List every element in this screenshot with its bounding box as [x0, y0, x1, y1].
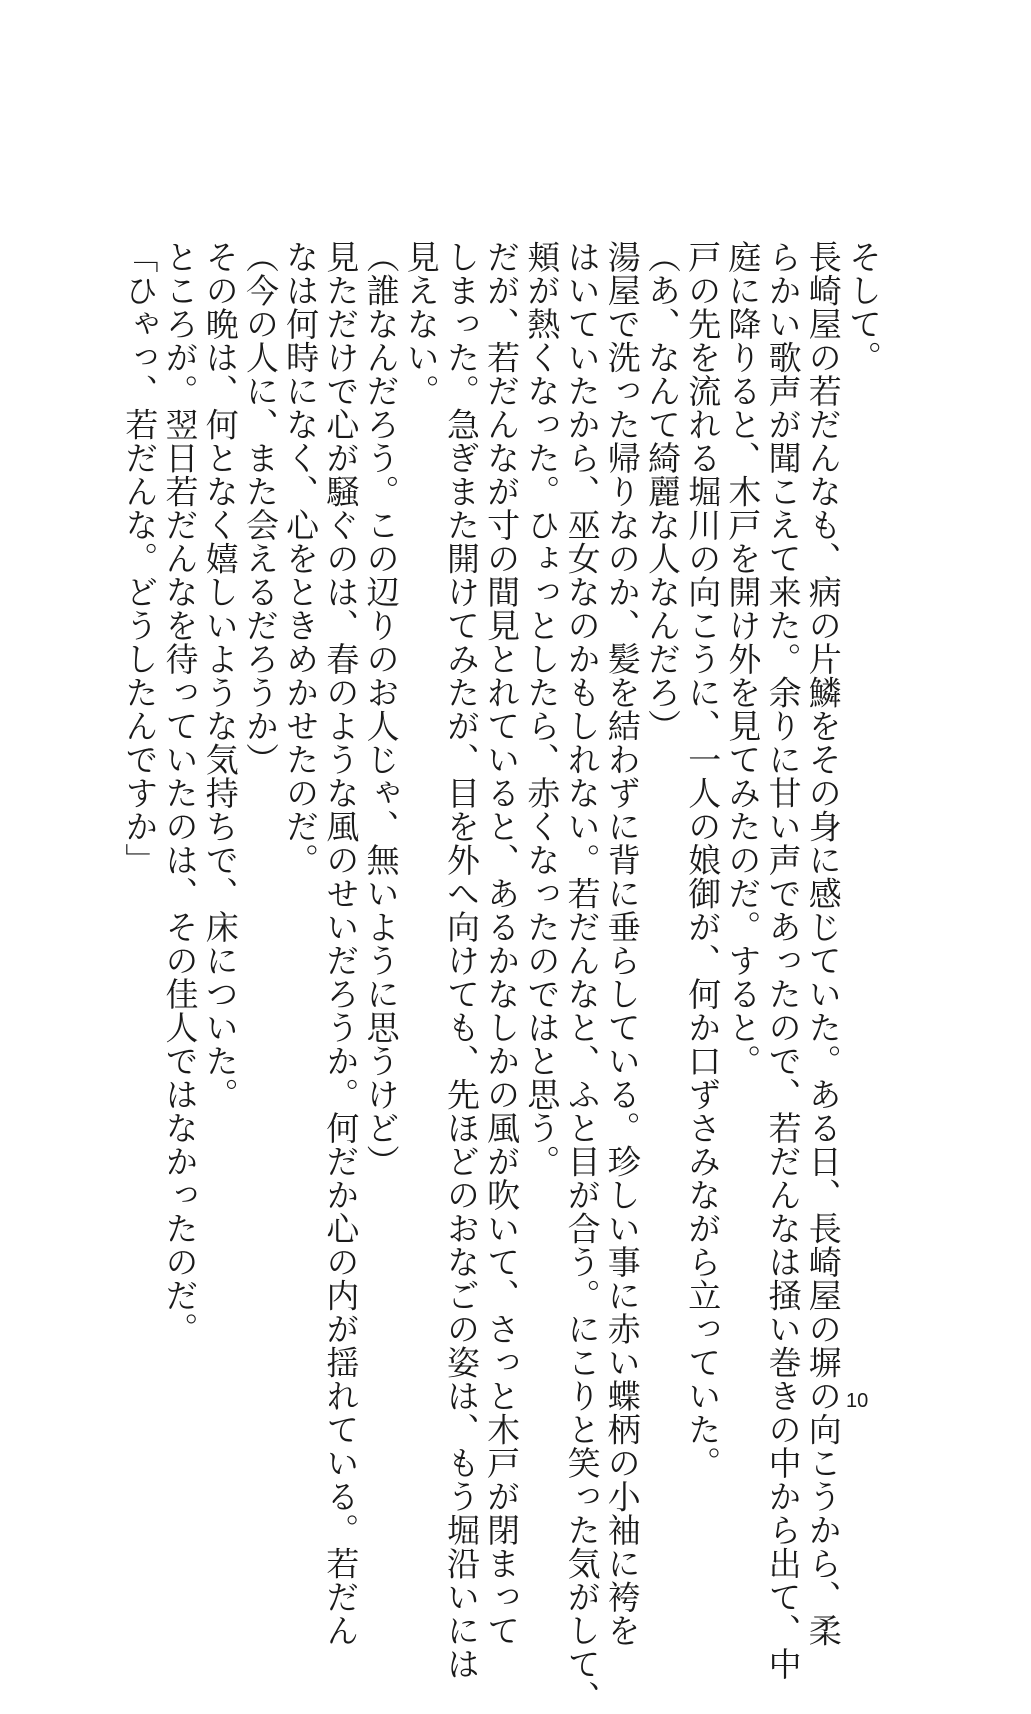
text-line: 「ひゃっ、若だんな。どうしたんですか」 — [120, 240, 160, 877]
text-line: （誰なんだろう。この辺りのお人じゃ、無いように思うけど） — [361, 240, 401, 1178]
text-line: しまった。急ぎまた開けてみたが、目を外へ向けても、先ほどのおなごの姿は、もう堀沿いには — [441, 240, 481, 1681]
text-line: 戸の先を流れる堀川の向こうに、一人の娘御が、何か口ずさみながら立っていた。 — [683, 240, 723, 1480]
text-line: 湯屋で洗った帰りなのか、髪を結わずに背に垂らしている。珍しい事に赤い蝶柄の小袖に袴を — [602, 240, 642, 1647]
text-line: その晩は、何となく嬉しいような気持ちで、床についた。 — [200, 240, 240, 1111]
text-line: らかい歌声が聞こえて来た。余りに甘い声であったので、若だんなは掻い巻きの中から出て、中 — [763, 240, 803, 1681]
text-line: （今の人に、また会えるだろうか） — [240, 240, 280, 776]
text-line: 庭に降りると、木戸を開け外を見てみたのだ。すると。 — [723, 240, 763, 1078]
text-line: なは何時になく、心をときめかせたのだ。 — [281, 240, 321, 877]
text-line: ところが。翌日若だんなを待っていたのは、その佳人ではなかったのだ。 — [160, 240, 200, 1346]
text-line: 見えない。 — [401, 240, 441, 408]
text-line: はいていたから、巫女なのかもしれない。若だんなと、ふと目が合う。にこりと笑った気がして、 — [562, 240, 602, 1714]
text-line: （あ、なんて綺麗な人なんだろ） — [642, 240, 682, 743]
text-line: 長崎屋の若だんなも、病の片鱗をその身に感じていた。ある日、長崎屋の塀の向こうから、柔 — [803, 240, 843, 1647]
text-line: 頬が熱くなった。ひょっとしたら、赤くなったのではと思う。 — [522, 240, 562, 1178]
text-line: 見ただけで心が騒ぐのは、春のような風のせいだろうか。何だか心の内が揺れている。若だん — [321, 240, 361, 1647]
text-line: だが、若だんなが寸の間見とれていると、あるかなしかの風が吹いて、さっと木戸が閉まって — [482, 240, 522, 1647]
text-line: そして。 — [844, 240, 883, 374]
page-number: 10 — [846, 1390, 869, 1412]
